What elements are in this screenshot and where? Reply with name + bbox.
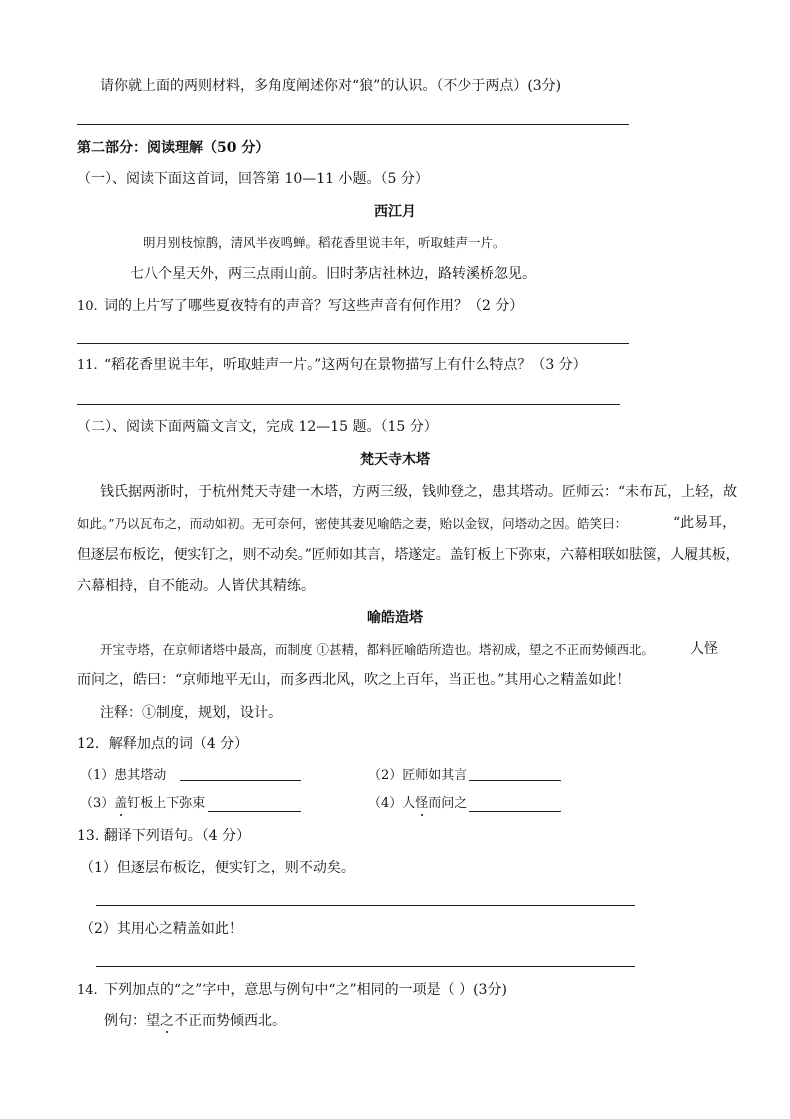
q12-item-1: （1）患其塔动 [80,768,167,783]
text1-paragraph-line-1: 钱氏据两浙时，于杭州梵天寺建一木塔，方两三级，钱帅登之，患其塔动。匠师云：“未布瓦，上轻，故 [100,484,738,500]
q13-item-2: （2）其用心之精盖如此！ [80,921,243,937]
text2-paragraph-line-2: 而问之，皓曰：“京师地平无山，而多西北风，吹之上百年，当正也。”其用心之精盖如此！ [77,672,631,688]
emphasis-dot-char: 之 [160,1013,174,1029]
answer-line [96,966,635,967]
q11-number: 11. [77,358,98,373]
q13-item-1: （1）但逐层布板讫，便实钉之，则不动矣。 [80,860,355,876]
text1-paragraph-line-2: 如此。”乃以瓦布之，而动如初。无可奈何，密使其妻见喻皓之妻，贻以金钗，问塔动之因。皓笑曰： [77,516,628,531]
emphasis-dot-char: 怪 [415,796,429,811]
emphasis-dot-char: 盖 [114,796,128,811]
answer-blank [469,780,561,781]
answer-line [96,905,635,906]
section2-instruction: （二）、阅读下面两篇文言文，完成 12—15 题。（15 分） [77,419,438,435]
q12-item-3 [80,795,205,813]
poem-title: 西江月 [374,204,416,220]
q12-item-2: （2）匠师如其言 [368,768,468,783]
section1-instruction: （一）、阅读下面这首词，回答第 10—11 小题。（5 分） [77,171,429,187]
q12-item-3-rest: 钉板上下弥束 [127,796,206,811]
q12-item-4-pre: （4）人 [368,796,416,811]
text1-paragraph-line-2-end: “此易耳， [673,515,737,531]
part2-heading: 第二部分：阅读理解（50 分） [77,140,270,156]
answer-line [77,343,629,344]
text1-title: 梵天寺木塔 [360,452,430,468]
example-sentence [104,1012,286,1030]
example-post: 不正而势倾西北。 [174,1013,286,1029]
answer-line [77,124,629,125]
text2-paragraph-line-1-end: 人怪 [690,641,718,657]
poem-line-1: 明月别枝惊鹊，清风半夜鸣蝉。稻花香里说丰年，听取蛙声一片。 [143,235,506,250]
intro-question: 请你就上面的两则材料，多角度阐述你对“狼”的认识。（不少于两点）(3分) [100,78,562,94]
example-pre: 例句：望 [104,1013,160,1029]
q12-item-4 [368,795,467,813]
q14-text: 下列加点的“之”字中，意思与例句中“之”相同的一项是（ ）(3分) [104,982,507,998]
text2-paragraph-line-1: 开宝寺塔，在京师诸塔中最高，而制度 ①甚精，都料匠喻皓所造也。塔初成，望之不正而势倾西北。 [100,642,654,657]
answer-line [77,404,620,405]
q13-heading: 13. 翻译下列语句。（4 分） [77,828,251,844]
text2-title: 喻皓造塔 [367,610,423,626]
q14-number: 14. [77,983,98,998]
answer-blank [208,811,301,812]
q12-heading: 12．解释加点的词（4 分） [77,736,249,752]
answer-blank [469,811,561,812]
q12-item-4-post: 而问之 [428,796,468,811]
text1-paragraph-line-3: 但逐层布板讫，便实钉之，则不动矣。”匠师如其言，塔遂定。盖钉板上下弥束，六幕相联如胠箧，人履其板， [77,547,740,563]
poem-line-2: 七八个星天外，两三点雨山前。旧时茅店社林边，路转溪桥忽见。 [130,266,536,282]
q11-text: “稻花香里说丰年，听取蛙声一片。”这两句在景物描写上有什么特点？（3 分） [104,357,587,373]
text1-paragraph-line-4: 六幕相持，自不能动。人皆伏其精练。 [77,578,315,594]
note: 注释：①制度，规划，设计。 [100,705,282,721]
q10-text: 词的上片写了哪些夏夜特有的声音？写这些声音有何作用？（2 分） [104,298,524,314]
answer-blank [180,780,301,781]
q10-number: 10. [77,299,98,314]
q12-item-3-number: （3） [80,796,115,811]
